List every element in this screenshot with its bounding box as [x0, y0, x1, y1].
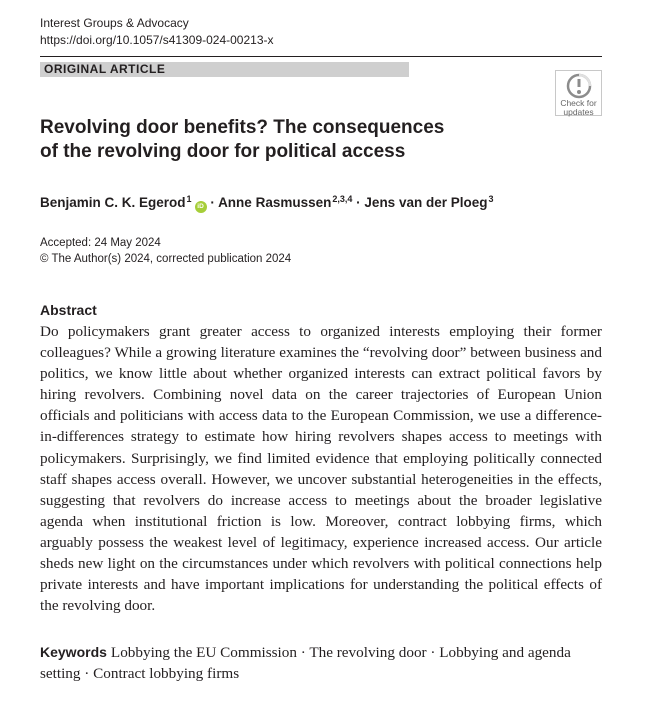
check-for-updates-line2: updates	[563, 107, 594, 117]
doi-link[interactable]: https://doi.org/10.1057/s41309-024-00213-x	[40, 33, 274, 47]
article-title: Revolving door benefits? The consequences of the revolving door for political access	[40, 117, 445, 162]
keywords-list: Lobbying the EU Commission · The revolving door · Lobbying and agenda setting · Contract lobbying firms	[40, 644, 571, 683]
check-for-updates-badge[interactable]	[555, 70, 602, 116]
author-affiliation: 1	[186, 194, 192, 204]
author-name[interactable]: Jens van der Ploeg	[364, 195, 488, 210]
article-dates	[40, 236, 291, 267]
check-for-updates-line1: Check for	[560, 98, 597, 108]
journal-name: Interest Groups & Advocacy	[40, 16, 189, 30]
abstract-text: Do policymakers grant greater access to organized interests employing their former colleagues? While a growing literature examines the “revolving door” between business and politics, we know little about whether organized interests can extract political favors by hiring revolvers. Combining novel data on the career trajectories of European Union officials and politicians with access data to the European Commission, we use a difference-in-differences strategy to estimate how hiring revolvers shapes access to meetings with policymakers. Surprisingly, we find limited evidence that employing politically connected staff shapes access overall. However, we uncover substantial heterogeneities in the effects, suggesting that revolvers do increase access to meetings about the broader legislative agenda when institutional friction is low. Moreover, contract lobbying firms, which arguably possess the weakest level of legitimacy, experience increased access. Our article sheds new light on the circumstances under which revolvers with political connections help private interests and have important implications for understanding the political effects of the revolving door.	[40, 323, 602, 615]
abstract-heading: Abstract	[40, 302, 97, 318]
author-separator: ·	[356, 195, 361, 210]
author-list	[40, 189, 494, 213]
author-affiliation: 2,3,4	[332, 194, 353, 204]
author-affiliation: 3	[488, 194, 494, 204]
article-type-banner: ORIGINAL ARTICLE	[40, 62, 409, 77]
copyright-line: © The Author(s) 2024, corrected publication 2024	[40, 252, 292, 265]
author-name[interactable]: Benjamin C. K. Egerod	[40, 195, 186, 210]
journal-header	[40, 15, 274, 49]
check-for-updates-icon	[565, 73, 593, 99]
keywords-label: Keywords	[40, 644, 107, 660]
orcid-icon[interactable]: iD	[195, 201, 207, 213]
author-separator: ·	[210, 195, 215, 210]
header-rule	[40, 56, 602, 57]
accepted-date: Accepted: 24 May 2024	[40, 237, 161, 249]
keywords	[40, 642, 602, 684]
author-name[interactable]: Anne Rasmussen	[218, 195, 332, 210]
